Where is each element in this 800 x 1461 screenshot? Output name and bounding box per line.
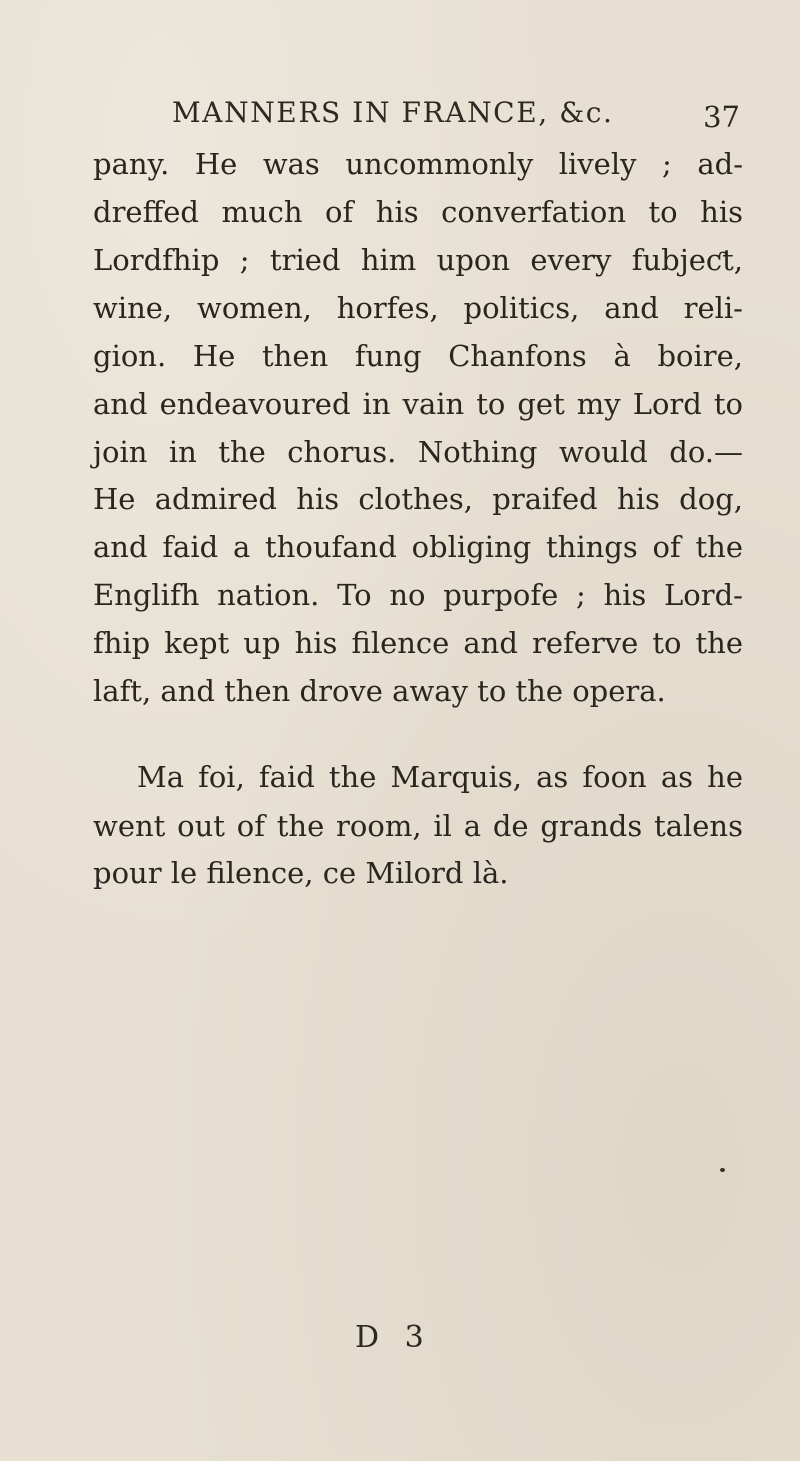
- text-line: dreffed much of his converfation to his: [93, 195, 743, 229]
- text-line: pour le filence, ce Milord là.: [93, 856, 509, 890]
- text-line: and faid a thoufand obliging things of the: [93, 530, 743, 564]
- text-line: laft, and then drove away to the opera.: [93, 674, 666, 708]
- running-head: [172, 96, 740, 140]
- text-line: Englifh nation. To no purpofe ; his Lord-: [93, 578, 743, 612]
- text-line: pany. He was uncommonly lively ; ad-: [93, 147, 743, 181]
- signature-mark: D 3: [355, 1320, 432, 1355]
- text-line: fhip kept up his filence and referve to the: [93, 626, 743, 660]
- page-number: 37: [703, 100, 740, 134]
- text-line: went out of the room, il a de grands talens: [93, 809, 743, 843]
- text-line: and endeavoured in vain to get my Lord to: [93, 387, 743, 421]
- text-line: Ma foi, faid the Marquis, as foon as he: [137, 760, 743, 794]
- text-line: gion. He then fung Chanfons à boire,: [93, 339, 743, 373]
- text-line: Lordfhip ; tried him upon every fubjeƈt,: [93, 243, 743, 277]
- ink-speck: [720, 1168, 725, 1172]
- running-head-title: MANNERS IN FRANCE, &c.: [172, 96, 614, 129]
- text-line: join in the chorus. Nothing would do.—: [93, 435, 743, 469]
- text-line: He admired his clothes, praifed his dog,: [93, 482, 743, 516]
- text-line: wine, women, horfes, politics, and reli-: [93, 291, 743, 325]
